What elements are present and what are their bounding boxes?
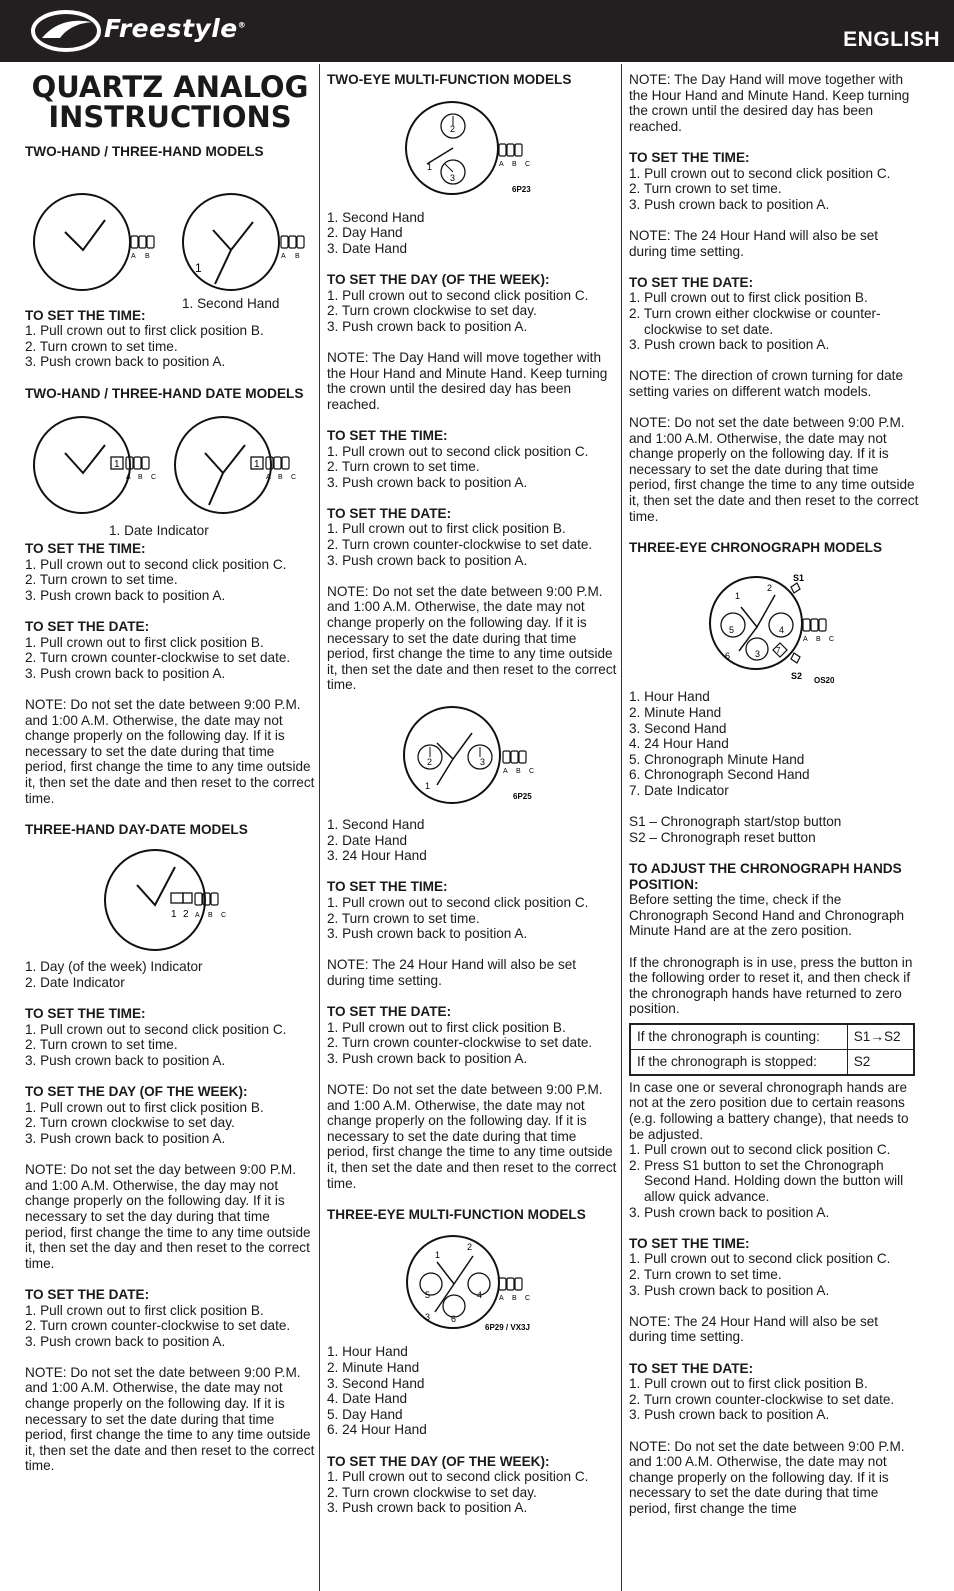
svg-text:A: A [499, 1295, 504, 1303]
column-1 [25, 72, 315, 1474]
subsection-title: TO SET THE DAY (OF THE WEEK): [327, 1453, 550, 1469]
subsection-title: TO SET THE DATE: [327, 1004, 452, 1020]
svg-text:3: 3 [480, 757, 486, 767]
subsection-title: TO SET THE DATE: [629, 274, 754, 290]
note-text: NOTE: Do not set the date between 9:00 P.M. and 1:00 A.M. Otherwise, the date may not change properly on the following day. If it is necessary to set the date during that time period, first change the time to any time outside it, then set the date and then reset to the correct time. [25, 1364, 315, 1474]
svg-text:A: A [281, 252, 286, 260]
svg-text:C: C [829, 636, 835, 644]
watch-diagram-6p23 [327, 88, 617, 210]
figure-caption: 1. Second Hand 2. Date Hand 3. 24 Hour Hand [327, 817, 427, 864]
subsection-title: TO SET THE TIME: [327, 427, 448, 443]
svg-text:B: B [512, 1295, 517, 1303]
svg-text:A: A [195, 912, 200, 920]
column-2 [327, 72, 617, 1516]
svg-text:A: A [126, 474, 131, 482]
svg-text:6: 6 [725, 651, 731, 662]
note-text: NOTE: The 24 Hour Hand will also be set during time setting. [629, 227, 879, 259]
instruction-list: 1. Pull crown out to second click position C. 2. Press S1 button to set the Chronograph Second Hand. Holding down the button will allow quick advance. 3. Push crown back to position A. [629, 1142, 904, 1220]
svg-text:3: 3 [755, 649, 761, 660]
instruction-list: 1. Pull crown out to first click position B. 2. Turn crown counter-clockwise to set date. 3. Push crown back to position A. [25, 634, 291, 681]
brand-name: Freestyle® [104, 14, 247, 43]
figure-caption: 1. Second Hand 2. Day Hand 3. Date Hand [327, 209, 425, 256]
instruction-list: 1. Pull crown out to first click position B. 2. Turn crown counter-clockwise to set date. 3. Push crown back to position A. [629, 1376, 895, 1423]
instruction-list: 1. Pull crown out to second click position C. 2. Turn crown clockwise to set day. 3. Push crown back to position A. [327, 1469, 589, 1516]
svg-text:1: 1 [425, 781, 431, 791]
svg-text:B: B [145, 252, 150, 260]
note-text: NOTE: Do not set the date between 9:00 P.M. and 1:00 A.M. Otherwise, the date may not change properly on the following day. If it is necessary to set the date during that time period, first change the time to any time outside it, then set the date and then reset to the correct time. [327, 583, 617, 693]
svg-text:A: A [266, 474, 271, 482]
paragraph: In case one or several chronograph hands are not at the zero position due to certain reasons (e.g. following a battery change), that needs to be adjusted. [629, 1079, 909, 1142]
svg-text:B: B [295, 252, 300, 260]
figure-caption: 1. Hour Hand 2. Minute Hand 3. Second Hand 4. Date Hand 5. Day Hand 6. 24 Hour Hand [327, 1344, 427, 1438]
section-title: THREE-EYE MULTI-FUNCTION MODELS [327, 1206, 586, 1222]
svg-text:C: C [221, 912, 227, 920]
section-title: TWO-EYE MULTI-FUNCTION MODELS [327, 72, 572, 87]
svg-text:OS20: OS20 [814, 676, 835, 686]
section-title: TWO-HAND / THREE-HAND MODELS [25, 144, 264, 159]
subsection-title: TO SET THE TIME: [327, 879, 448, 895]
instruction-list: 1. Pull crown out to first click position B. 2. Turn crown either clockwise or counter-clockwise to set date. 3. Push crown back to position A. [629, 290, 881, 353]
svg-text:B: B [278, 474, 283, 482]
note-text: NOTE: Do not set the date between 9:00 P.M. and 1:00 A.M. Otherwise, the date may not change properly on the following day. If it is necessary to set the date during that time period, first change the time to any time outside it, then set the date and then reset to the correct time. [629, 415, 919, 524]
svg-text:6P23: 6P23 [512, 184, 531, 194]
language-label: ENGLISH [843, 28, 940, 51]
subsection-title: TO SET THE DATE: [629, 1360, 754, 1376]
paragraph: If the chronograph is in use, press the button in the following order to reset it, and then check if the chronograph hands have returned to zero position. [629, 954, 913, 1017]
instruction-list: 1. Pull crown out to second click position C. 2. Turn crown to set time. 3. Push crown back to position A. [629, 1251, 891, 1298]
svg-text:C: C [525, 1295, 531, 1303]
watch-diagram-date [25, 401, 315, 541]
svg-text:1: 1 [114, 459, 120, 471]
svg-text:S1: S1 [793, 573, 805, 584]
svg-text:A: A [803, 636, 808, 644]
svg-text:C: C [529, 768, 535, 775]
svg-text:2: 2 [450, 123, 456, 134]
subsection-title: TO SET THE TIME: [25, 307, 146, 323]
paragraph: Before setting the time, check if the Chronograph Second Hand and Chronograph Minute Hand are at the zero position. [629, 892, 905, 939]
table-row: If the chronograph is counting: S1→S2 [630, 1024, 914, 1050]
svg-text:A: A [503, 768, 508, 775]
svg-text:A: A [499, 160, 504, 168]
instruction-list: 1. Pull crown out to second click position C. 2. Turn crown to set time. 3. Push crown back to position A. [327, 894, 589, 942]
note-text: NOTE: The 24 Hour Hand will also be set during time setting. [327, 957, 577, 988]
svg-text:B: B [138, 474, 143, 482]
note-text: NOTE: Do not set the date between 9:00 P.M. and 1:00 A.M. Otherwise, the date may not change properly on the following day. If it is necessary to set the date during that time period, first change the time [629, 1438, 905, 1516]
svg-text:5: 5 [425, 1290, 431, 1301]
svg-text:2: 2 [467, 1242, 473, 1253]
svg-text:4: 4 [477, 1290, 483, 1301]
watch-diagram-day-date [25, 837, 315, 959]
note-text: NOTE: Do not set the date between 9:00 P.M. and 1:00 A.M. Otherwise, the date may not change properly on the following day. If it is necessary to set the date during that time period, first change the time to any time outside it, then set the date and then reset to the correct time. [327, 1082, 617, 1191]
instruction-list: 1. Pull crown out to first click position B. 2. Turn crown counter-clockwise to set date. 3. Push crown back to position A. [25, 1302, 291, 1349]
section-title: TWO-HAND / THREE-HAND DATE MODELS [25, 385, 304, 401]
note-text: NOTE: Do not set the date between 9:00 P.M. and 1:00 A.M. Otherwise, the date may not change properly on the following day. If it is necessary to set the date during that time period, first change the time to any time outside it, then set the date and then reset to the correct time. [25, 697, 315, 806]
column-3 [629, 72, 919, 1517]
section-title: THREE-EYE CHRONOGRAPH MODELS [629, 539, 883, 555]
figure-caption: 1. Hour Hand 2. Minute Hand 3. Second Hand 4. 24 Hour Hand 5. Chronograph Minute Hand 6. Chronograph Second Hand 7. Date Indicator [629, 689, 810, 798]
subsection-title: TO SET THE DAY (OF THE WEEK): [327, 271, 550, 287]
header-bar [0, 0, 954, 62]
svg-text:1: 1 [435, 1250, 441, 1261]
note-text: NOTE: The Day Hand will move together with the Hour Hand and Minute Hand. Keep turning the crown until the desired day has been reached. [629, 72, 910, 134]
column-divider [319, 64, 320, 1591]
subsection-title: TO SET THE TIME: [629, 149, 750, 165]
figure-caption: 1. Date Indicator [109, 523, 209, 539]
subsection-title: TO SET THE TIME: [25, 1006, 146, 1022]
svg-text:7: 7 [776, 646, 781, 656]
watch-diagram-6p29 [327, 1222, 617, 1344]
instruction-list: 1. Pull crown out to second click position C. 2. Turn crown to set time. 3. Push crown back to position A. [25, 556, 287, 603]
instruction-list: 1. Pull crown out to second click position C. 2. Turn crown to set time. 3. Push crown back to position A. [629, 165, 891, 212]
subsection-title: TO SET THE DATE: [25, 1286, 150, 1302]
figure-caption: 1. Day (of the week) Indicator 2. Date Indicator [25, 959, 203, 991]
figure-caption: 1. Second Hand [182, 295, 280, 311]
note-text: NOTE: The direction of crown turning for date setting varies on different watch models. [629, 368, 904, 399]
reset-order-table [629, 1023, 915, 1076]
svg-text:6: 6 [451, 1314, 457, 1325]
svg-text:1: 1 [735, 591, 741, 602]
svg-text:3: 3 [425, 1312, 431, 1323]
svg-text:5: 5 [729, 625, 735, 636]
svg-text:3: 3 [450, 172, 456, 183]
note-text: NOTE: Do not set the day between 9:00 P.M. and 1:00 A.M. Otherwise, the day may not change properly on the following day. If it is necessary to set the day during that time period, first change the time to any time outside it, then set the day and then reset to the correct time. [25, 1162, 311, 1271]
watch-diagram-os20 [629, 555, 919, 689]
instruction-list: 1. Pull crown out to first click position B. 2. Turn crown to set time. 3. Push crown back to position A. [25, 323, 264, 370]
crown-pos-a: A [131, 252, 136, 260]
svg-text:1: 1 [171, 909, 177, 921]
subsection-title: TO SET THE DATE: [25, 619, 150, 635]
watch-diagram-6p25 [327, 693, 617, 817]
svg-text:2: 2 [427, 757, 433, 767]
note-text: NOTE: The Day Hand will move together with the Hour Hand and Minute Hand. Keep turning the crown until the desired day has been reached. [327, 349, 608, 412]
svg-text:B: B [516, 768, 521, 775]
svg-text:2: 2 [767, 583, 773, 594]
column-divider [621, 64, 622, 1591]
instruction-list: 1. Pull crown out to first click position B. 2. Turn crown counter-clockwise to set date. 3. Push crown back to position A. [327, 1019, 593, 1066]
section-title: THREE-HAND DAY-DATE MODELS [25, 821, 248, 837]
subsection-title: TO SET THE DAY (OF THE WEEK): [25, 1084, 248, 1100]
button-legend: S1 – Chronograph start/stop button S2 – Chronograph reset button [629, 814, 842, 845]
page-title: QUARTZ ANALOG INSTRUCTIONS [31, 70, 309, 134]
instruction-list: 1. Pull crown out to first click position B. 2. Turn crown clockwise to set day. 3. Push crown back to position A. [25, 1099, 264, 1146]
subsection-title: TO SET THE TIME: [629, 1235, 750, 1251]
instruction-list: 1. Pull crown out to second click position C. 2. Turn crown to set time. 3. Push crown back to position A. [25, 1021, 287, 1068]
note-text: NOTE: The 24 Hour Hand will also be set during time setting. [629, 1313, 879, 1345]
svg-text:6P25: 6P25 [513, 792, 532, 801]
svg-text:1: 1 [254, 459, 260, 471]
svg-text:B: B [816, 636, 821, 644]
svg-text:C: C [291, 474, 297, 482]
watch-diagram-two-hand [25, 160, 315, 311]
svg-text:B: B [512, 160, 517, 168]
subsection-title: TO SET THE DATE: [327, 505, 452, 521]
svg-text:6P29 / VX3J: 6P29 / VX3J [485, 1323, 530, 1333]
svg-text:2: 2 [183, 909, 189, 921]
svg-text:4: 4 [779, 625, 785, 636]
svg-text:S2: S2 [791, 671, 803, 682]
svg-text:1: 1 [195, 260, 202, 275]
instruction-list: 1. Pull crown out to first click position B. 2. Turn crown counter-clockwise to set date. 3. Push crown back to position A. [327, 521, 593, 568]
svg-text:B: B [208, 912, 213, 920]
svg-text:C: C [151, 474, 157, 482]
subsection-title: TO SET THE TIME: [25, 541, 146, 557]
table-row: If the chronograph is stopped: S2 [630, 1049, 914, 1075]
instruction-list: 1. Pull crown out to second click position C. 2. Turn crown clockwise to set day. 3. Push crown back to position A. [327, 287, 589, 334]
subsection-title: TO ADJUST THE CHRONOGRAPH HANDS POSITION: [629, 860, 902, 892]
svg-text:1: 1 [427, 161, 433, 172]
svg-text:C: C [525, 160, 531, 168]
instruction-list: 1. Pull crown out to second click position C. 2. Turn crown to set time. 3. Push crown back to position A. [327, 443, 589, 490]
